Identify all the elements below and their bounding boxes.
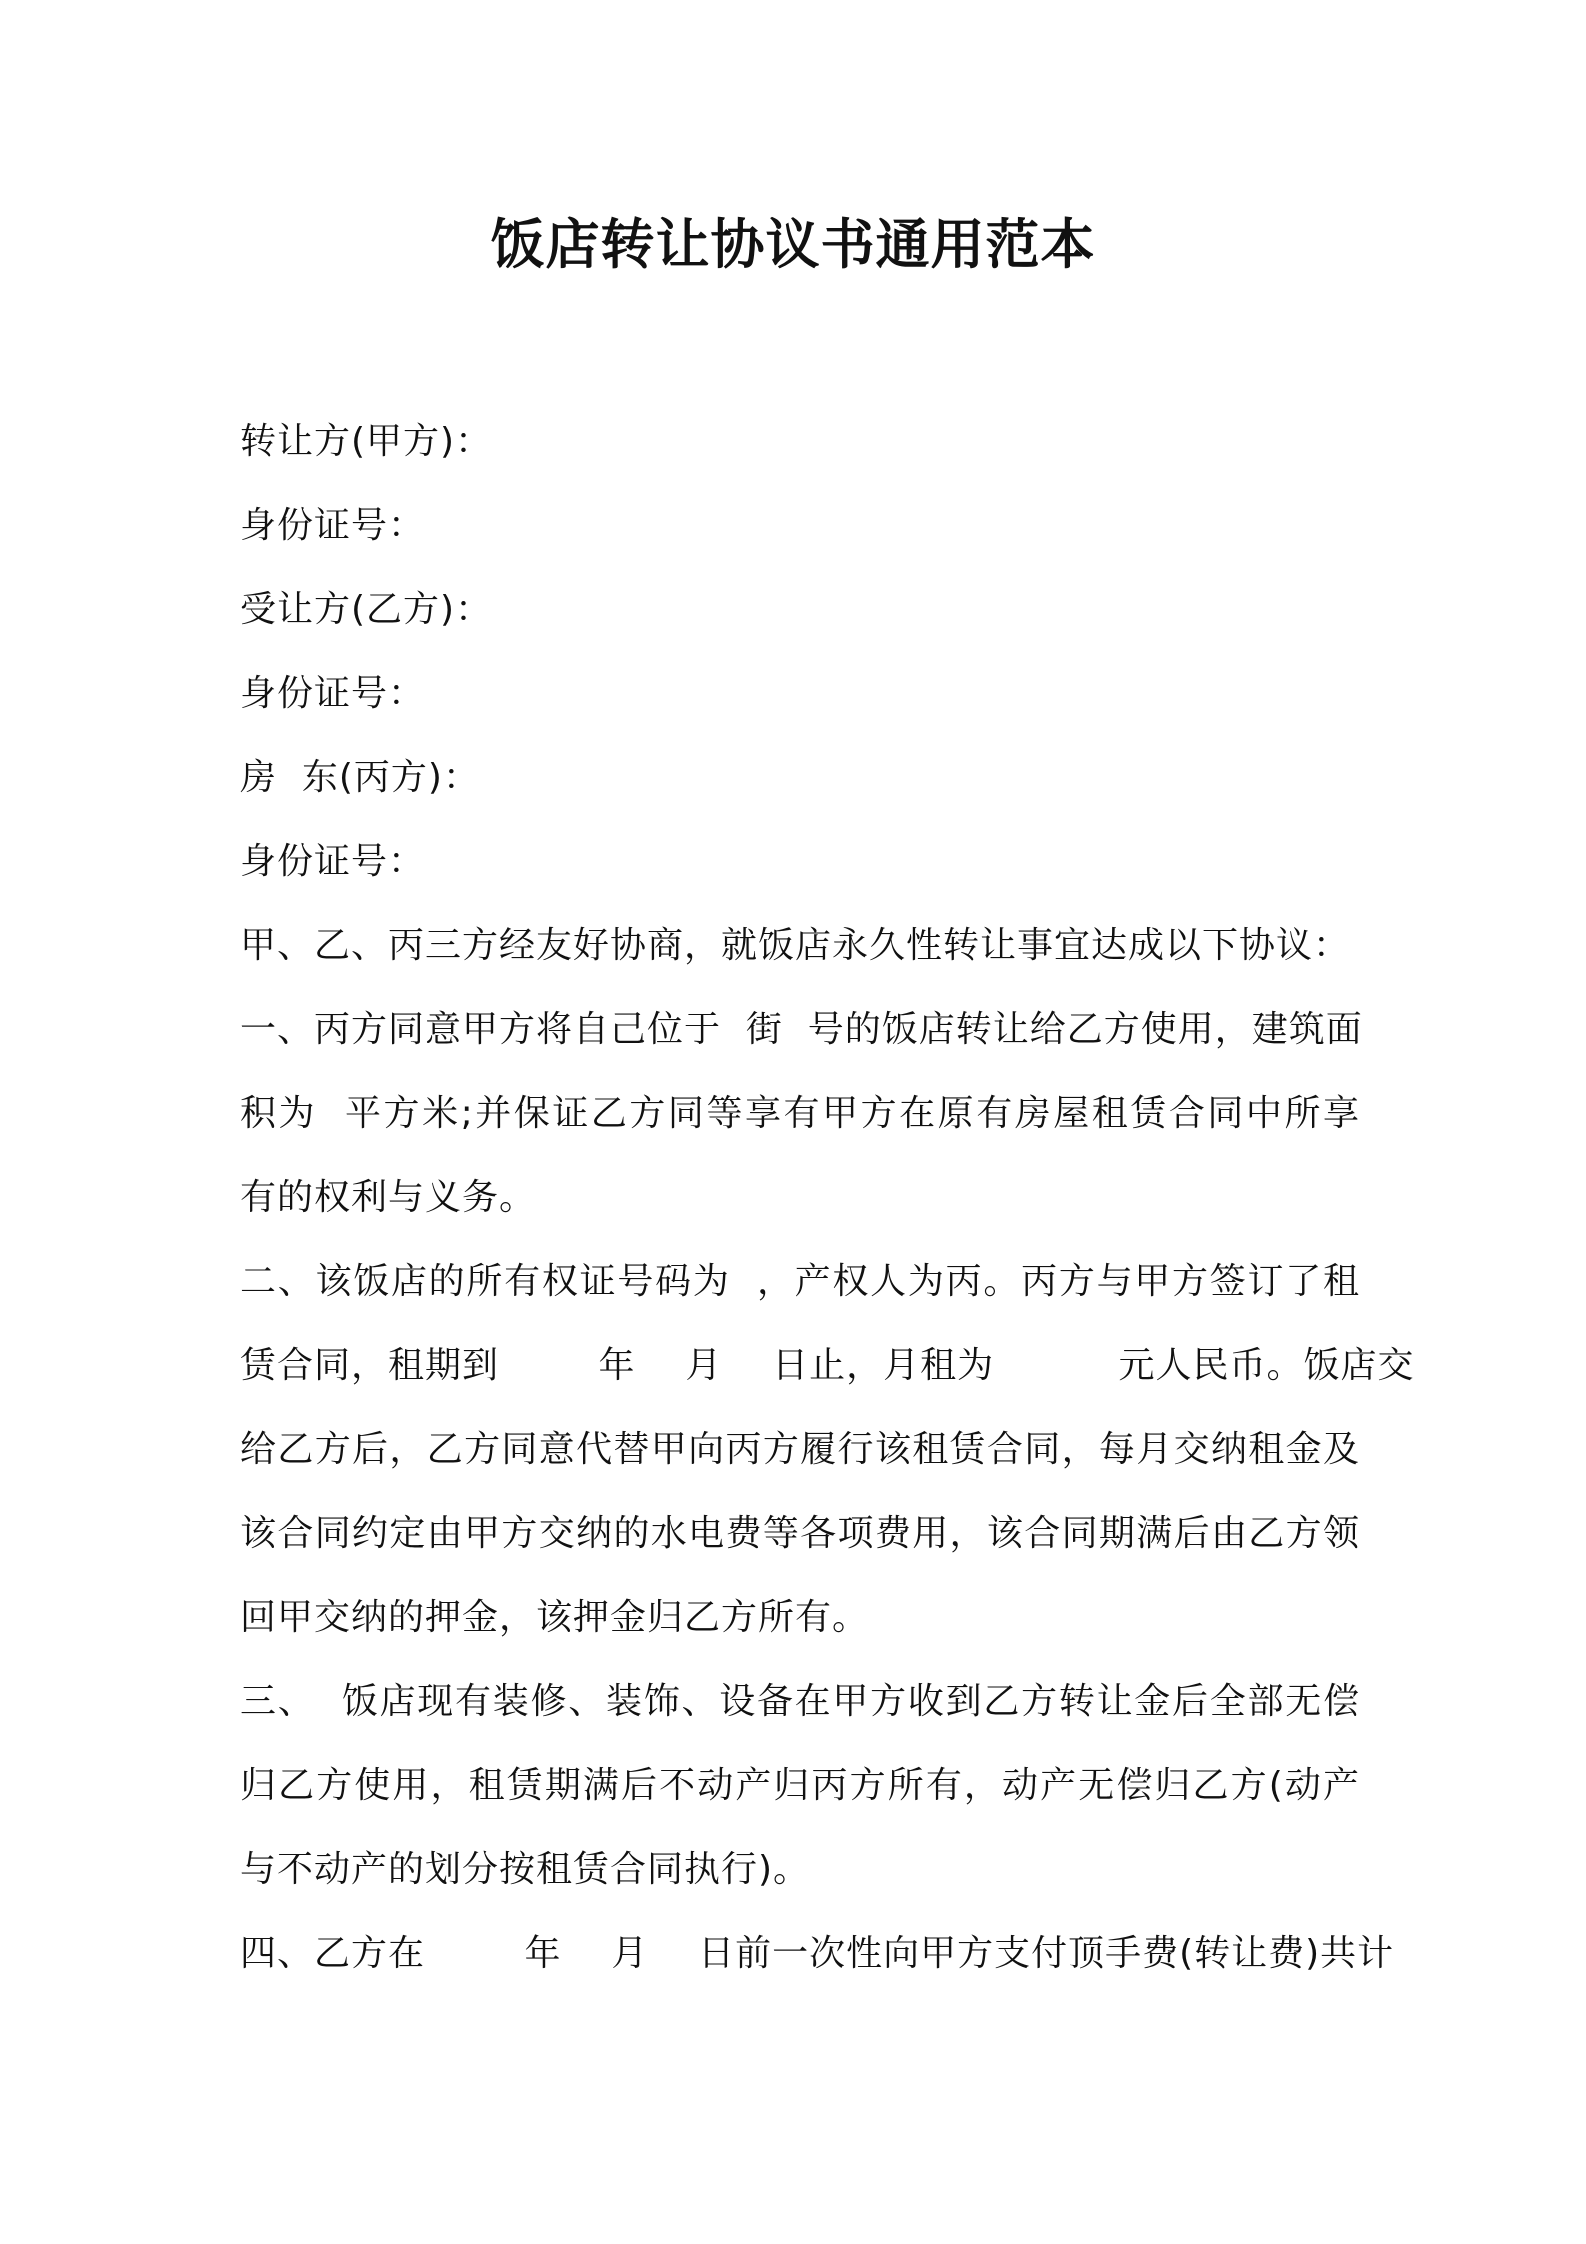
clause-2-line-1: 二、该饭店的所有权证号码为 ，产权人为丙。丙方与甲方签订了租 <box>240 1261 1360 1302</box>
clause-3-line-2: 归乙方使用，租赁期满后不动产归丙方所有，动产无偿归乙方(动产 <box>240 1765 1360 1806</box>
clause-1-line-1: 一、丙方同意甲方将自己位于 街 号的饭店转让给乙方使用，建筑面 <box>240 1009 1363 1050</box>
transferor-field: 转让方(甲方)： <box>240 421 493 462</box>
clause-3-line-3: 与不动产的划分按租赁合同执行)。 <box>240 1849 811 1890</box>
intro-paragraph: 甲、乙、丙三方经友好协商，就饭店永久性转让事宜达成以下协议： <box>240 925 1351 966</box>
landlord-field: 房 东(丙方)： <box>240 757 480 798</box>
clause-2-line-5: 回甲交纳的押金，该押金归乙方所有。 <box>240 1597 870 1638</box>
landlord-id-field: 身份证号： <box>240 841 426 882</box>
transferee-field: 受让方(乙方)： <box>240 589 493 630</box>
clause-1-line-3: 有的权利与义务。 <box>240 1177 537 1218</box>
clause-2-line-4: 该合同约定由甲方交纳的水电费等各项费用，该合同期满后由乙方领 <box>240 1513 1360 1554</box>
clause-4-line-1: 四、乙方在 年 月 日前一次性向甲方支付顶手费(转让费)共计 <box>240 1933 1395 1974</box>
clause-3-line-1: 三、 饭店现有装修、装饰、设备在甲方收到乙方转让金后全部无偿 <box>240 1681 1360 1722</box>
clause-2-line-3: 给乙方后，乙方同意代替甲向丙方履行该租赁合同，每月交纳租金及 <box>240 1429 1360 1470</box>
transferee-id-field: 身份证号： <box>240 673 426 714</box>
document-body <box>240 400 1415 1996</box>
transferor-id-field: 身份证号： <box>240 505 426 546</box>
clause-1-line-2: 积为 平方米;并保证乙方同等享有甲方在原有房屋租赁合同中所享 <box>240 1093 1360 1134</box>
clause-2-line-2: 赁合同，租期到 年 月 日止，月租为 元人民币。饭店交 <box>240 1345 1415 1386</box>
document-title: 饭店转让协议书通用范本 <box>490 213 1096 276</box>
